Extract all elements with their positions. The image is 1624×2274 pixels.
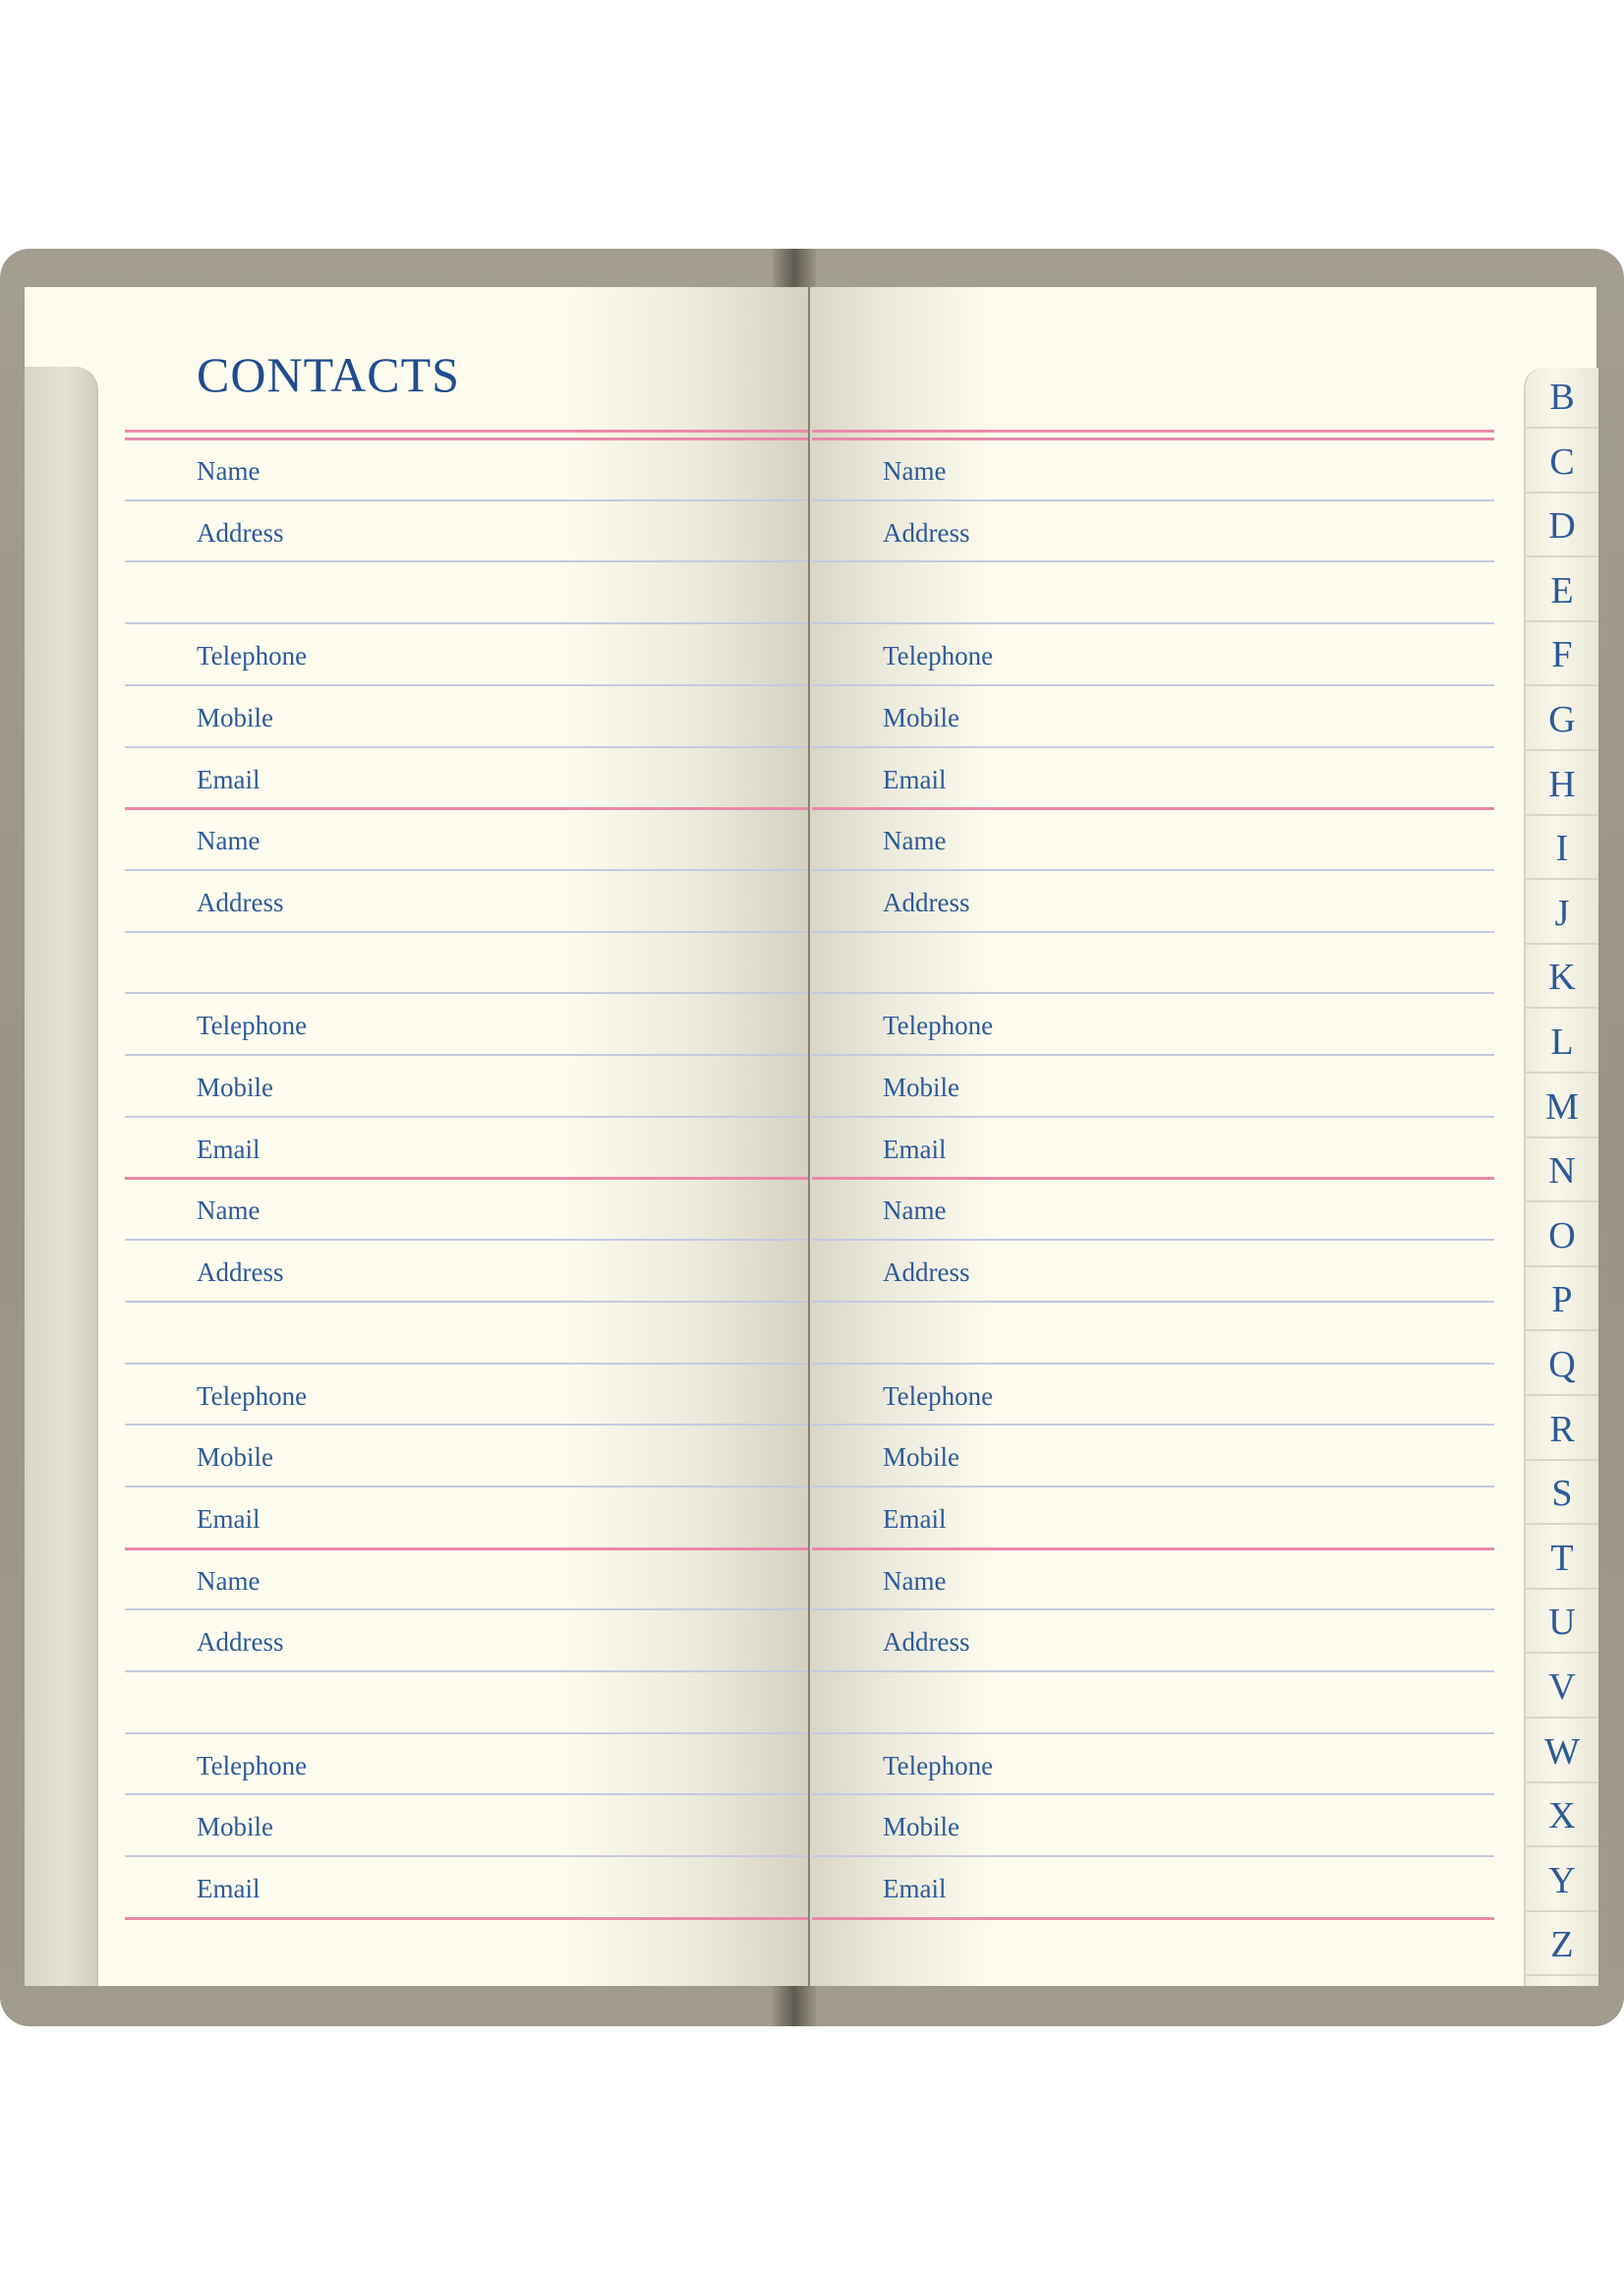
writing-line[interactable] [812,499,1494,501]
field-label-name: Name [883,1195,947,1226]
tab-letter-g[interactable]: G [1526,688,1598,751]
field-label-mobile: Mobile [883,1812,959,1842]
entry-separator-rule [125,807,808,810]
writing-line[interactable] [125,992,808,994]
writing-line[interactable] [125,684,808,686]
writing-line[interactable] [812,560,1494,562]
writing-line[interactable] [125,560,808,562]
writing-line[interactable] [812,1793,1494,1795]
writing-line[interactable] [812,992,1494,994]
field-label-name: Name [883,456,947,486]
writing-line[interactable] [812,1486,1494,1487]
field-label-mobile: Mobile [883,1442,959,1473]
entry-separator-rule [125,1177,808,1180]
tab-letter-l[interactable]: L [1526,1011,1598,1074]
writing-line[interactable] [812,1855,1494,1857]
writing-line[interactable] [812,1116,1494,1118]
tab-letter-z[interactable]: Z [1526,1913,1598,1976]
tab-letter-b[interactable]: B [1526,366,1598,429]
writing-line[interactable] [125,1732,808,1734]
writing-line[interactable] [125,1608,808,1610]
field-label-email: Email [883,1503,947,1534]
writing-line[interactable] [125,931,808,933]
writing-line[interactable] [125,746,808,748]
field-label-email: Email [197,1874,261,1904]
entry-separator-rule [125,1917,808,1920]
field-label-telephone: Telephone [197,1380,308,1411]
tab-letter-q[interactable]: Q [1526,1333,1598,1396]
writing-line[interactable] [125,1670,808,1672]
writing-line[interactable] [125,869,808,871]
field-label-telephone: Telephone [197,1750,308,1780]
writing-line[interactable] [125,1793,808,1795]
field-label-address: Address [883,1257,970,1288]
field-label-address: Address [197,1257,284,1288]
writing-line[interactable] [125,1424,808,1426]
tab-letter-n[interactable]: N [1526,1139,1598,1202]
writing-line[interactable] [812,869,1494,871]
tab-letter-y[interactable]: Y [1526,1849,1598,1912]
writing-line[interactable] [125,1301,808,1303]
field-label-mobile: Mobile [883,1073,959,1102]
field-label-email: Email [197,1134,261,1164]
tab-letter-r[interactable]: R [1526,1398,1598,1461]
writing-line[interactable] [125,1054,808,1056]
writing-line[interactable] [125,1855,808,1857]
writing-line[interactable] [125,1363,808,1365]
field-label-email: Email [197,1503,261,1534]
entry-separator-rule [812,1917,1494,1920]
field-label-telephone: Telephone [883,1750,994,1780]
field-label-name: Name [197,1195,261,1226]
writing-line[interactable] [812,1732,1494,1734]
tab-letter-u[interactable]: U [1526,1591,1598,1654]
field-label-address: Address [883,1627,970,1658]
field-label-email: Email [197,764,261,794]
field-label-mobile: Mobile [197,1812,273,1842]
tab-letter-j[interactable]: J [1526,882,1598,945]
writing-line[interactable] [812,1363,1494,1365]
tab-letter-f[interactable]: F [1526,623,1598,686]
field-label-address: Address [197,887,284,917]
tab-letter-t[interactable]: T [1526,1527,1598,1590]
field-label-telephone: Telephone [197,641,308,671]
field-label-address: Address [197,1627,284,1658]
tab-letter-v[interactable]: V [1526,1656,1598,1719]
field-label-name: Name [197,1565,261,1596]
tab-letter-e[interactable]: E [1526,559,1598,622]
field-label-address: Address [197,517,284,548]
field-label-email: Email [883,764,947,794]
tab-letter-h[interactable]: H [1526,753,1598,816]
writing-line[interactable] [812,931,1494,933]
tab-letter-i[interactable]: I [1526,817,1598,880]
header-rule [812,437,1494,440]
writing-line[interactable] [125,1239,808,1241]
field-label-email: Email [883,1134,947,1164]
tab-letter-w[interactable]: W [1526,1720,1598,1783]
field-label-address: Address [883,887,970,917]
writing-line[interactable] [812,684,1494,686]
header-rule [812,430,1494,433]
tab-letter-o[interactable]: O [1526,1204,1598,1267]
field-label-mobile: Mobile [197,1073,273,1102]
writing-line[interactable] [125,622,808,624]
tab-letter-c[interactable]: C [1526,431,1598,494]
field-label-name: Name [197,456,261,486]
header-rule [125,437,808,440]
writing-line[interactable] [812,746,1494,748]
field-label-mobile: Mobile [197,1442,273,1473]
writing-line[interactable] [812,622,1494,624]
tab-letter-k[interactable]: K [1526,946,1598,1009]
writing-line[interactable] [812,1424,1494,1426]
field-label-name: Name [883,1565,947,1596]
field-label-name: Name [197,826,261,856]
tab-letter-p[interactable]: P [1526,1268,1598,1331]
writing-line[interactable] [125,1486,808,1487]
field-label-telephone: Telephone [883,1380,994,1411]
left-page-edge [25,367,98,1986]
writing-line[interactable] [125,499,808,501]
field-label-telephone: Telephone [883,641,994,671]
field-label-mobile: Mobile [883,702,959,732]
entry-separator-rule [812,1177,1494,1180]
page-title: CONTACTS [197,347,460,402]
tab-letter-d[interactable]: D [1526,495,1598,557]
field-label-name: Name [883,826,947,856]
entry-separator-rule [812,1547,1494,1550]
entry-separator-rule [812,807,1494,810]
writing-line[interactable] [812,1239,1494,1241]
tab-letter-s[interactable]: S [1526,1462,1598,1525]
writing-line[interactable] [812,1301,1494,1303]
entry-separator-rule [125,1547,808,1550]
field-label-telephone: Telephone [883,1011,994,1041]
field-label-email: Email [883,1874,947,1904]
writing-line[interactable] [125,1116,808,1118]
tab-letter-x[interactable]: X [1526,1784,1598,1847]
field-label-telephone: Telephone [197,1011,308,1041]
tab-letter-m[interactable]: M [1526,1076,1598,1138]
writing-line[interactable] [812,1670,1494,1672]
writing-line[interactable] [812,1054,1494,1056]
writing-line[interactable] [812,1608,1494,1610]
field-label-address: Address [883,517,970,548]
header-rule [125,430,808,433]
field-label-mobile: Mobile [197,702,273,732]
